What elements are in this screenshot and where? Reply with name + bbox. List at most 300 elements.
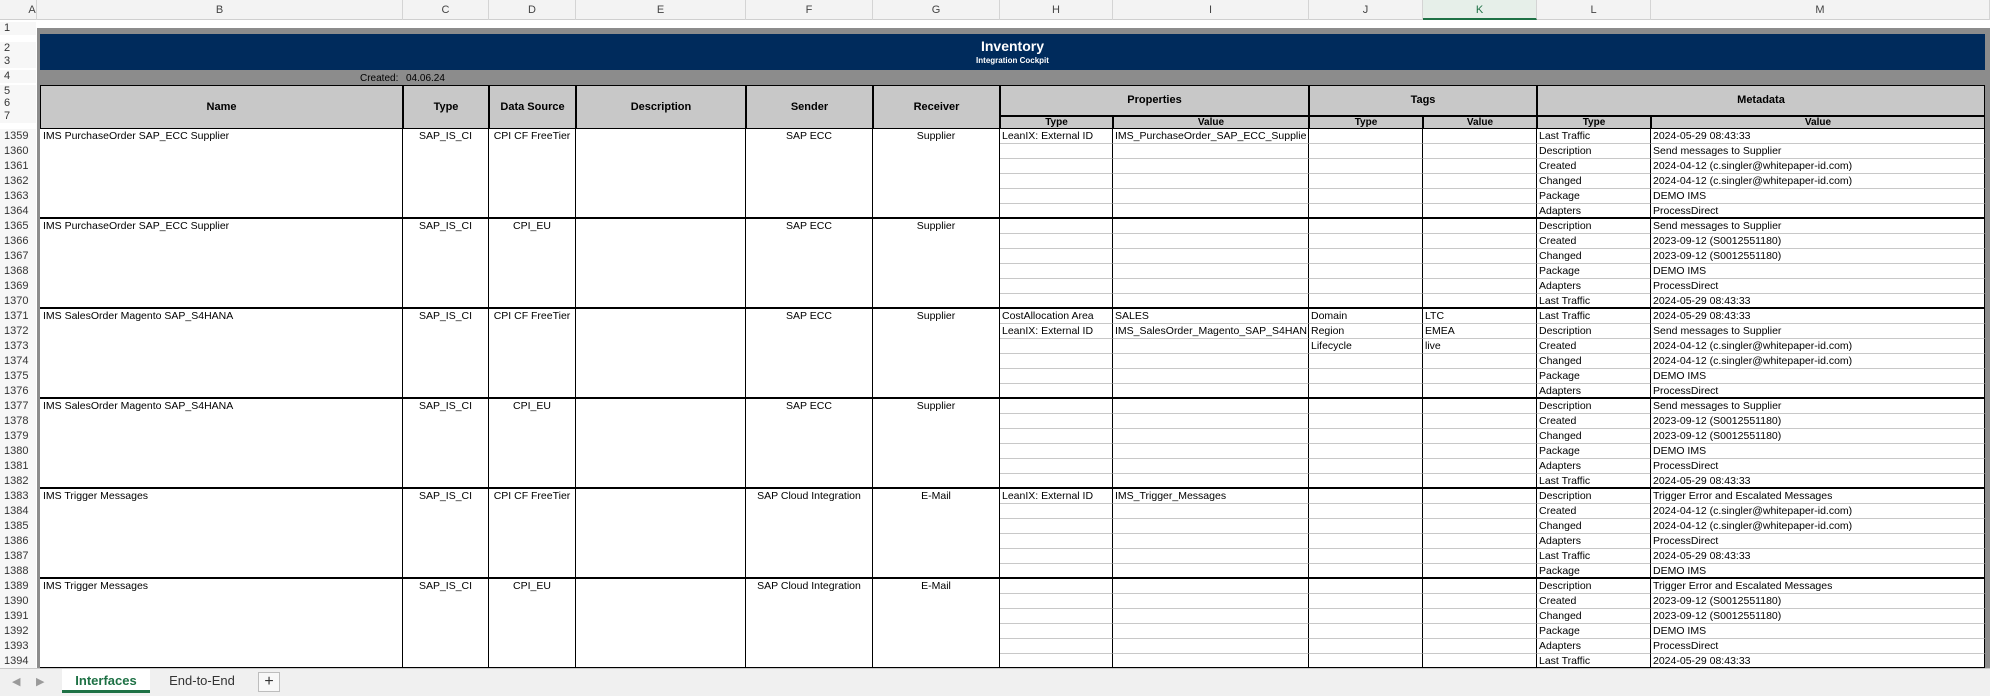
sender-cell[interactable]: SAP ECC: [746, 309, 873, 399]
name-cell[interactable]: IMS Trigger Messages: [40, 579, 403, 669]
row-number[interactable]: 1394: [0, 654, 36, 669]
ptype-cell[interactable]: [1000, 279, 1113, 294]
tval-cell[interactable]: [1423, 264, 1537, 279]
tval-cell[interactable]: [1423, 429, 1537, 444]
tval-cell[interactable]: [1423, 624, 1537, 639]
row-number[interactable]: 1374: [0, 354, 36, 369]
ttype-cell[interactable]: [1309, 504, 1423, 519]
mtype-cell[interactable]: Package: [1537, 369, 1651, 384]
pval-cell[interactable]: [1113, 384, 1309, 399]
ptype-cell[interactable]: [1000, 249, 1113, 264]
ptype-cell[interactable]: CostAllocation Area: [1000, 309, 1113, 324]
tval-cell[interactable]: [1423, 159, 1537, 174]
mval-cell[interactable]: DEMO IMS: [1651, 564, 1985, 579]
column-header-e[interactable]: E: [576, 0, 746, 20]
mval-cell[interactable]: ProcessDirect: [1651, 279, 1985, 294]
row-number[interactable]: 1372: [0, 324, 36, 339]
source-cell[interactable]: CPI CF FreeTier: [489, 129, 576, 219]
mtype-cell[interactable]: Last Traffic: [1537, 654, 1651, 669]
ttype-cell[interactable]: [1309, 459, 1423, 474]
tval-cell[interactable]: [1423, 459, 1537, 474]
mval-cell[interactable]: Trigger Error and Escalated Messages: [1651, 489, 1985, 504]
pval-cell[interactable]: [1113, 429, 1309, 444]
description-cell[interactable]: [576, 489, 746, 579]
ptype-cell[interactable]: [1000, 174, 1113, 189]
row-number[interactable]: 1376: [0, 384, 36, 399]
pval-cell[interactable]: [1113, 249, 1309, 264]
mval-cell[interactable]: 2024-05-29 08:43:33: [1651, 129, 1985, 144]
ttype-cell[interactable]: [1309, 564, 1423, 579]
tval-cell[interactable]: [1423, 504, 1537, 519]
mtype-cell[interactable]: Last Traffic: [1537, 129, 1651, 144]
ptype-cell[interactable]: [1000, 294, 1113, 309]
pval-cell[interactable]: [1113, 474, 1309, 489]
tval-cell[interactable]: [1423, 489, 1537, 504]
row-number[interactable]: 6: [0, 97, 36, 110]
row-number[interactable]: 1373: [0, 339, 36, 354]
ptype-cell[interactable]: [1000, 204, 1113, 219]
tval-cell[interactable]: [1423, 294, 1537, 309]
ttype-cell[interactable]: [1309, 174, 1423, 189]
ttype-cell[interactable]: [1309, 354, 1423, 369]
tval-cell[interactable]: [1423, 219, 1537, 234]
ptype-cell[interactable]: [1000, 549, 1113, 564]
mtype-cell[interactable]: Adapters: [1537, 459, 1651, 474]
receiver-cell[interactable]: Supplier: [873, 309, 1000, 399]
source-cell[interactable]: CPI CF FreeTier: [489, 309, 576, 399]
row-number[interactable]: 1391: [0, 609, 36, 624]
pval-cell[interactable]: [1113, 624, 1309, 639]
mtype-cell[interactable]: Created: [1537, 159, 1651, 174]
ttype-cell[interactable]: [1309, 219, 1423, 234]
tval-cell[interactable]: [1423, 249, 1537, 264]
mval-cell[interactable]: 2024-04-12 (c.singler@whitepaper-id.com): [1651, 174, 1985, 189]
tab-interfaces[interactable]: Interfaces: [62, 669, 150, 693]
ptype-cell[interactable]: [1000, 189, 1113, 204]
column-header-d[interactable]: D: [489, 0, 576, 20]
next-sheet-icon[interactable]: ▶: [36, 676, 45, 688]
row-number[interactable]: 4: [0, 70, 36, 83]
row-number[interactable]: 1366: [0, 234, 36, 249]
column-header-c[interactable]: C: [403, 0, 489, 20]
sender-cell[interactable]: SAP ECC: [746, 399, 873, 489]
pval-cell[interactable]: IMS_SalesOrder_Magento_SAP_S4HAN: [1115, 325, 1308, 337]
type-cell[interactable]: SAP_IS_CI: [403, 399, 489, 489]
tval-cell[interactable]: [1423, 579, 1537, 594]
receiver-cell[interactable]: Supplier: [873, 399, 1000, 489]
pval-cell[interactable]: [1113, 279, 1309, 294]
row-number[interactable]: 7: [0, 110, 36, 123]
row-number[interactable]: 2: [0, 42, 36, 55]
mtype-cell[interactable]: Created: [1537, 234, 1651, 249]
sender-cell[interactable]: SAP ECC: [746, 219, 873, 309]
receiver-cell[interactable]: Supplier: [873, 129, 1000, 219]
mval-cell[interactable]: 2023-09-12 (S0012551180): [1651, 249, 1985, 264]
mtype-cell[interactable]: Created: [1537, 339, 1651, 354]
column-header-i[interactable]: I: [1113, 0, 1309, 20]
pval-cell[interactable]: [1113, 354, 1309, 369]
ptype-cell[interactable]: [1000, 624, 1113, 639]
ttype-cell[interactable]: Lifecycle: [1309, 339, 1423, 354]
ptype-cell[interactable]: [1000, 444, 1113, 459]
mtype-cell[interactable]: Description: [1537, 579, 1651, 594]
ptype-cell[interactable]: [1000, 429, 1113, 444]
mval-cell[interactable]: 2024-04-12 (c.singler@whitepaper-id.com): [1651, 519, 1985, 534]
pval-cell[interactable]: [1113, 204, 1309, 219]
ttype-cell[interactable]: [1309, 159, 1423, 174]
ttype-cell[interactable]: [1309, 279, 1423, 294]
tval-cell[interactable]: [1423, 474, 1537, 489]
ttype-cell[interactable]: [1309, 144, 1423, 159]
name-cell[interactable]: IMS PurchaseOrder SAP_ECC Supplier: [40, 219, 403, 309]
ttype-cell[interactable]: [1309, 549, 1423, 564]
receiver-cell[interactable]: E-Mail: [873, 489, 1000, 579]
pval-cell[interactable]: [1113, 534, 1309, 549]
source-cell[interactable]: CPI_EU: [489, 219, 576, 309]
row-number[interactable]: 1379: [0, 429, 36, 444]
ptype-cell[interactable]: [1000, 354, 1113, 369]
row-number[interactable]: 1362: [0, 174, 36, 189]
ttype-cell[interactable]: [1309, 519, 1423, 534]
mtype-cell[interactable]: Adapters: [1537, 639, 1651, 654]
tval-cell[interactable]: [1423, 369, 1537, 384]
ptype-cell[interactable]: [1000, 639, 1113, 654]
tval-cell[interactable]: live: [1423, 339, 1537, 354]
mval-cell[interactable]: 2024-05-29 08:43:33: [1651, 654, 1985, 669]
ttype-cell[interactable]: [1309, 249, 1423, 264]
row-number[interactable]: 1383: [0, 489, 36, 504]
description-cell[interactable]: [576, 579, 746, 669]
mtype-cell[interactable]: Description: [1537, 399, 1651, 414]
source-cell[interactable]: CPI CF FreeTier: [489, 489, 576, 579]
mtype-cell[interactable]: Changed: [1537, 429, 1651, 444]
ttype-cell[interactable]: [1309, 534, 1423, 549]
pval-cell[interactable]: [1113, 399, 1309, 414]
receiver-cell[interactable]: E-Mail: [873, 579, 1000, 669]
mval-cell[interactable]: 2024-04-12 (c.singler@whitepaper-id.com): [1651, 339, 1985, 354]
mtype-cell[interactable]: Changed: [1537, 519, 1651, 534]
row-number[interactable]: 1360: [0, 144, 36, 159]
tval-cell[interactable]: [1423, 519, 1537, 534]
ptype-cell[interactable]: [1000, 384, 1113, 399]
column-header-g[interactable]: G: [873, 0, 1000, 20]
source-cell[interactable]: CPI_EU: [489, 399, 576, 489]
row-number[interactable]: 1389: [0, 579, 36, 594]
row-number[interactable]: 1387: [0, 549, 36, 564]
ttype-cell[interactable]: [1309, 369, 1423, 384]
row-number[interactable]: 1388: [0, 564, 36, 579]
mval-cell[interactable]: 2023-09-12 (S0012551180): [1651, 414, 1985, 429]
mtype-cell[interactable]: Package: [1537, 264, 1651, 279]
mval-cell[interactable]: DEMO IMS: [1651, 264, 1985, 279]
ptype-cell[interactable]: LeanIX: External ID: [1000, 324, 1113, 339]
mval-cell[interactable]: 2024-05-29 08:43:33: [1651, 294, 1985, 309]
row-number[interactable]: 1386: [0, 534, 36, 549]
row-number[interactable]: 1381: [0, 459, 36, 474]
ptype-cell[interactable]: [1000, 264, 1113, 279]
name-cell[interactable]: IMS PurchaseOrder SAP_ECC Supplier: [40, 129, 403, 219]
mtype-cell[interactable]: Description: [1537, 219, 1651, 234]
ttype-cell[interactable]: [1309, 474, 1423, 489]
tval-cell[interactable]: EMEA: [1423, 324, 1537, 339]
pval-cell[interactable]: [1113, 609, 1309, 624]
ptype-cell[interactable]: [1000, 414, 1113, 429]
pval-cell[interactable]: IMS_PurchaseOrder_SAP_ECC_Supplie: [1113, 129, 1309, 144]
row-number[interactable]: 1380: [0, 444, 36, 459]
tval-cell[interactable]: [1423, 189, 1537, 204]
pval-cell[interactable]: [1113, 264, 1309, 279]
pval-cell[interactable]: IMS_Trigger_Messages: [1113, 489, 1309, 504]
tval-cell[interactable]: [1423, 639, 1537, 654]
mval-cell[interactable]: Send messages to Supplier: [1651, 324, 1985, 339]
column-header-f[interactable]: F: [746, 0, 873, 20]
ttype-cell[interactable]: [1309, 129, 1423, 144]
pval-cell[interactable]: [1113, 459, 1309, 474]
row-number[interactable]: 1382: [0, 474, 36, 489]
ttype-cell[interactable]: [1309, 489, 1423, 504]
pval-cell[interactable]: [1113, 339, 1309, 354]
mval-cell[interactable]: ProcessDirect: [1651, 384, 1985, 399]
ttype-cell[interactable]: [1309, 429, 1423, 444]
prev-sheet-icon[interactable]: ◀: [12, 676, 21, 688]
row-number[interactable]: 1363: [0, 189, 36, 204]
pval-cell[interactable]: [1113, 654, 1309, 669]
mval-cell[interactable]: ProcessDirect: [1651, 639, 1985, 654]
description-cell[interactable]: [576, 219, 746, 309]
mval-cell[interactable]: Send messages to Supplier: [1651, 399, 1985, 414]
tval-cell[interactable]: [1423, 204, 1537, 219]
ttype-cell[interactable]: [1309, 294, 1423, 309]
column-header-h[interactable]: H: [1000, 0, 1113, 20]
mval-cell[interactable]: 2023-09-12 (S0012551180): [1651, 609, 1985, 624]
mtype-cell[interactable]: Created: [1537, 594, 1651, 609]
column-header-m[interactable]: M: [1651, 0, 1990, 20]
mtype-cell[interactable]: Created: [1537, 414, 1651, 429]
ptype-cell[interactable]: [1000, 474, 1113, 489]
ptype-cell[interactable]: [1000, 609, 1113, 624]
mval-cell[interactable]: DEMO IMS: [1651, 189, 1985, 204]
ptype-cell[interactable]: [1000, 504, 1113, 519]
mval-cell[interactable]: DEMO IMS: [1651, 624, 1985, 639]
ttype-cell[interactable]: [1309, 654, 1423, 669]
tval-cell[interactable]: [1423, 609, 1537, 624]
mval-cell[interactable]: 2023-09-12 (S0012551180): [1651, 234, 1985, 249]
pval-cell[interactable]: [1113, 414, 1309, 429]
ttype-cell[interactable]: [1309, 414, 1423, 429]
mval-cell[interactable]: 2024-04-12 (c.singler@whitepaper-id.com): [1651, 504, 1985, 519]
ttype-cell[interactable]: [1309, 639, 1423, 654]
mval-cell[interactable]: Trigger Error and Escalated Messages: [1651, 579, 1985, 594]
row-number[interactable]: 1361: [0, 159, 36, 174]
mtype-cell[interactable]: Adapters: [1537, 204, 1651, 219]
name-cell[interactable]: IMS SalesOrder Magento SAP_S4HANA: [40, 399, 403, 489]
ttype-cell[interactable]: [1309, 594, 1423, 609]
ptype-cell[interactable]: [1000, 534, 1113, 549]
ttype-cell[interactable]: [1309, 444, 1423, 459]
tval-cell[interactable]: [1423, 384, 1537, 399]
tval-cell[interactable]: LTC: [1423, 309, 1537, 324]
description-cell[interactable]: [576, 399, 746, 489]
mval-cell[interactable]: 2024-05-29 08:43:33: [1651, 309, 1985, 324]
pval-cell[interactable]: [1113, 369, 1309, 384]
row-number[interactable]: 1: [0, 22, 36, 35]
row-number[interactable]: 1390: [0, 594, 36, 609]
mval-cell[interactable]: 2024-04-12 (c.singler@whitepaper-id.com): [1651, 354, 1985, 369]
type-cell[interactable]: SAP_IS_CI: [403, 219, 489, 309]
source-cell[interactable]: CPI_EU: [489, 579, 576, 669]
tval-cell[interactable]: [1423, 654, 1537, 669]
tval-cell[interactable]: [1423, 534, 1537, 549]
mtype-cell[interactable]: Changed: [1537, 354, 1651, 369]
row-number[interactable]: 1384: [0, 504, 36, 519]
mtype-cell[interactable]: Description: [1537, 324, 1651, 339]
add-sheet-button[interactable]: +: [258, 672, 280, 692]
mtype-cell[interactable]: Last Traffic: [1537, 474, 1651, 489]
mtype-cell[interactable]: Last Traffic: [1537, 294, 1651, 309]
mval-cell[interactable]: ProcessDirect: [1651, 204, 1985, 219]
pval-cell[interactable]: [1113, 549, 1309, 564]
tval-cell[interactable]: [1423, 399, 1537, 414]
row-number[interactable]: 1368: [0, 264, 36, 279]
tval-cell[interactable]: [1423, 234, 1537, 249]
ttype-cell[interactable]: [1309, 609, 1423, 624]
description-cell[interactable]: [576, 309, 746, 399]
mtype-cell[interactable]: Changed: [1537, 174, 1651, 189]
tval-cell[interactable]: [1423, 549, 1537, 564]
pval-cell[interactable]: SALES: [1113, 309, 1309, 324]
pval-cell[interactable]: [1113, 564, 1309, 579]
pval-cell[interactable]: [1113, 219, 1309, 234]
mval-cell[interactable]: 2024-04-12 (c.singler@whitepaper-id.com): [1651, 159, 1985, 174]
ptype-cell[interactable]: LeanIX: External ID: [1000, 489, 1113, 504]
description-cell[interactable]: [576, 129, 746, 219]
pval-cell[interactable]: [1113, 594, 1309, 609]
column-header-l[interactable]: L: [1537, 0, 1651, 20]
mval-cell[interactable]: DEMO IMS: [1651, 369, 1985, 384]
ptype-cell[interactable]: [1000, 564, 1113, 579]
pval-cell[interactable]: [1113, 189, 1309, 204]
row-number[interactable]: 1359: [0, 129, 36, 144]
column-header-b[interactable]: B: [37, 0, 403, 20]
ttype-cell[interactable]: [1309, 264, 1423, 279]
type-cell[interactable]: SAP_IS_CI: [403, 309, 489, 399]
tval-cell[interactable]: [1423, 354, 1537, 369]
tval-cell[interactable]: [1423, 594, 1537, 609]
row-number[interactable]: 1371: [0, 309, 36, 324]
mval-cell[interactable]: 2024-05-29 08:43:33: [1651, 549, 1985, 564]
row-number[interactable]: 3: [0, 55, 36, 68]
row-number[interactable]: 1385: [0, 519, 36, 534]
row-number[interactable]: 1370: [0, 294, 36, 309]
pval-cell[interactable]: [1113, 234, 1309, 249]
ttype-cell[interactable]: [1309, 384, 1423, 399]
ptype-cell[interactable]: LeanIX: External ID: [1000, 129, 1113, 144]
mtype-cell[interactable]: Package: [1537, 624, 1651, 639]
ptype-cell[interactable]: [1000, 339, 1113, 354]
mval-cell[interactable]: 2023-09-12 (S0012551180): [1651, 594, 1985, 609]
tval-cell[interactable]: [1423, 144, 1537, 159]
ttype-cell[interactable]: [1309, 204, 1423, 219]
ttype-cell[interactable]: [1309, 624, 1423, 639]
pval-cell[interactable]: [1113, 294, 1309, 309]
type-cell[interactable]: SAP_IS_CI: [403, 129, 489, 219]
mtype-cell[interactable]: Adapters: [1537, 534, 1651, 549]
row-number[interactable]: 1378: [0, 414, 36, 429]
type-cell[interactable]: SAP_IS_CI: [403, 489, 489, 579]
sender-cell[interactable]: SAP Cloud Integration: [746, 489, 873, 579]
row-number[interactable]: 1365: [0, 219, 36, 234]
ptype-cell[interactable]: [1000, 519, 1113, 534]
mtype-cell[interactable]: Package: [1537, 189, 1651, 204]
pval-cell[interactable]: [1113, 504, 1309, 519]
mtype-cell[interactable]: Created: [1537, 504, 1651, 519]
tval-cell[interactable]: [1423, 414, 1537, 429]
ptype-cell[interactable]: [1000, 579, 1113, 594]
ptype-cell[interactable]: [1000, 594, 1113, 609]
ptype-cell[interactable]: [1000, 459, 1113, 474]
row-number[interactable]: 1364: [0, 204, 36, 219]
sender-cell[interactable]: SAP Cloud Integration: [746, 579, 873, 669]
mtype-cell[interactable]: Package: [1537, 564, 1651, 579]
ttype-cell[interactable]: Region: [1309, 324, 1423, 339]
tab-end-to-end[interactable]: End-to-End: [169, 673, 235, 688]
ttype-cell[interactable]: [1309, 234, 1423, 249]
ptype-cell[interactable]: [1000, 369, 1113, 384]
ptype-cell[interactable]: [1000, 399, 1113, 414]
type-cell[interactable]: SAP_IS_CI: [403, 579, 489, 669]
ttype-cell[interactable]: [1309, 189, 1423, 204]
ptype-cell[interactable]: [1000, 144, 1113, 159]
mval-cell[interactable]: Send messages to Supplier: [1651, 219, 1985, 234]
mtype-cell[interactable]: Adapters: [1537, 279, 1651, 294]
tval-cell[interactable]: [1423, 279, 1537, 294]
mtype-cell[interactable]: Last Traffic: [1537, 549, 1651, 564]
mval-cell[interactable]: DEMO IMS: [1651, 444, 1985, 459]
tval-cell[interactable]: [1423, 174, 1537, 189]
mval-cell[interactable]: ProcessDirect: [1651, 534, 1985, 549]
row-number[interactable]: 1367: [0, 249, 36, 264]
mval-cell[interactable]: 2023-09-12 (S0012551180): [1651, 429, 1985, 444]
ttype-cell[interactable]: [1309, 579, 1423, 594]
pval-cell[interactable]: [1113, 519, 1309, 534]
tval-cell[interactable]: [1423, 129, 1537, 144]
row-number[interactable]: 5: [0, 85, 36, 98]
row-number[interactable]: 1369: [0, 279, 36, 294]
column-header-a[interactable]: A: [28, 0, 37, 20]
row-number[interactable]: 1377: [0, 399, 36, 414]
pval-cell[interactable]: [1113, 579, 1309, 594]
pval-cell[interactable]: [1113, 444, 1309, 459]
mtype-cell[interactable]: Description: [1537, 489, 1651, 504]
ptype-cell[interactable]: [1000, 654, 1113, 669]
row-number[interactable]: 1392: [0, 624, 36, 639]
pval-cell[interactable]: [1113, 159, 1309, 174]
mval-cell[interactable]: Send messages to Supplier: [1651, 144, 1985, 159]
sender-cell[interactable]: SAP ECC: [746, 129, 873, 219]
mval-cell[interactable]: ProcessDirect: [1651, 459, 1985, 474]
column-header-k[interactable]: K: [1423, 0, 1537, 20]
tval-cell[interactable]: [1423, 444, 1537, 459]
name-cell[interactable]: IMS SalesOrder Magento SAP_S4HANA: [40, 309, 403, 399]
mtype-cell[interactable]: Package: [1537, 444, 1651, 459]
mtype-cell[interactable]: Last Traffic: [1537, 309, 1651, 324]
mtype-cell[interactable]: Adapters: [1537, 384, 1651, 399]
ptype-cell[interactable]: [1000, 219, 1113, 234]
name-cell[interactable]: IMS Trigger Messages: [40, 489, 403, 579]
receiver-cell[interactable]: Supplier: [873, 219, 1000, 309]
ptype-cell[interactable]: [1000, 159, 1113, 174]
mtype-cell[interactable]: Changed: [1537, 609, 1651, 624]
